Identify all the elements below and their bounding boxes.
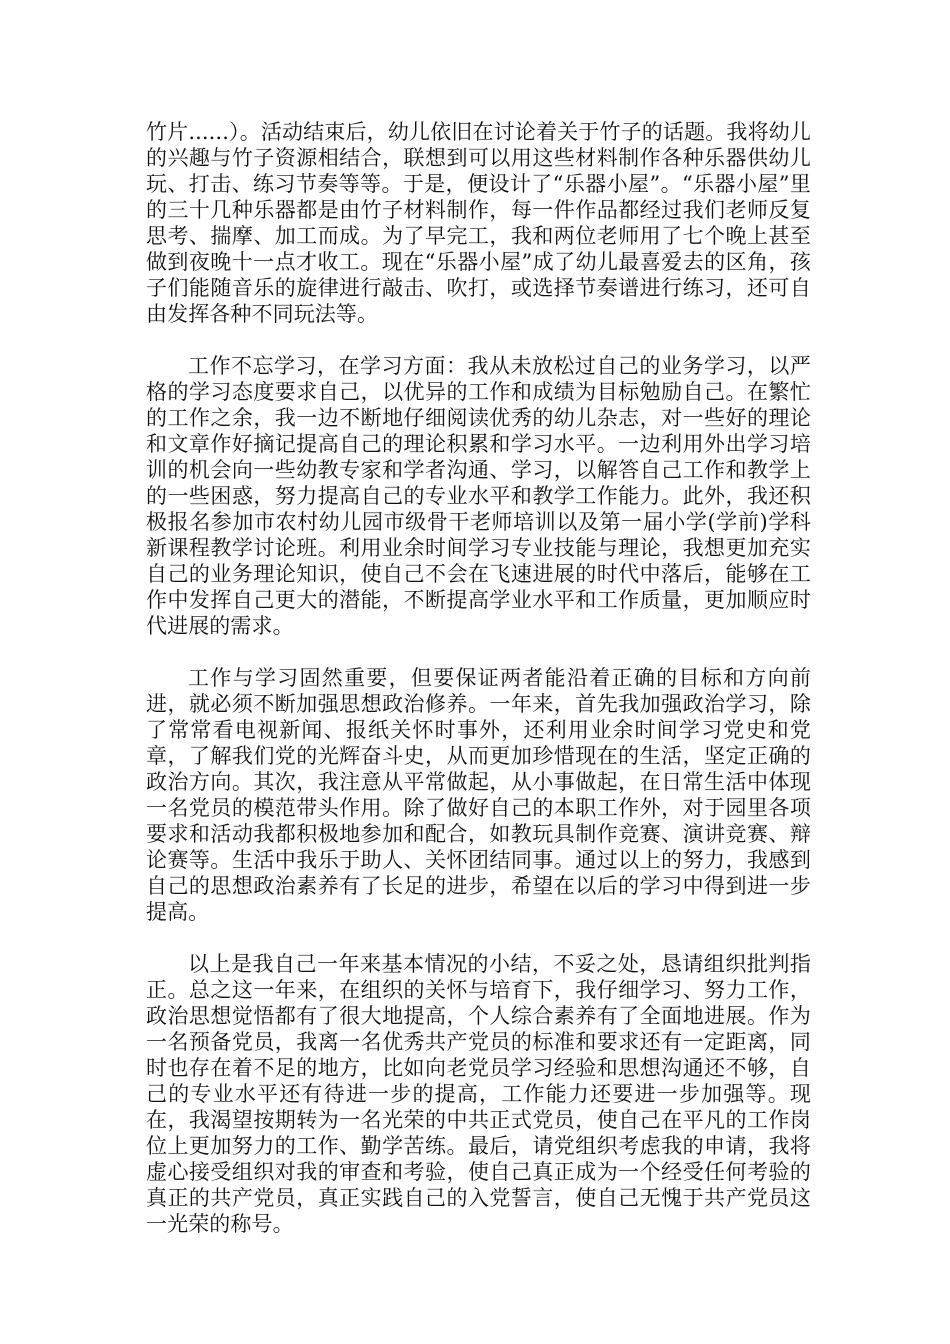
document-body <box>146 119 811 1263</box>
paragraph-summary: 以上是我自己一年来基本情况的小结，不妥之处，恳请组织批判指正。总之这一年来，在组织的关怀与培育下，我仔细学习、努力工作，政治思想觉悟都有了很大地提高，个人综合素养有了全面地进展。作为一名预备党员，我离一名优秀共产党员的标准和要求还有一定距离，同时也存在着不足的地方，比如向老党员学习经验和思想沟通还不够，自己的专业水平还有待进一步的提高，工作能力还要进一步加强等。现在，我渴望按期转为一名光荣的中共正式党员，使自己在平凡的工作岗位上更加努力的工作、勤学苦练。最后，请党组织考虑我的申请，我将虚心接受组织对我的审查和考验，使自己真正成为一个经受任何考验的真正的共产党员，真正实践自己的入党誓言，使自己无愧于共产党员这一光荣的称号。 <box>146 952 811 1236</box>
paragraph-political-cultivation: 工作与学习固然重要，但要保证两者能沿着正确的目标和方向前进，就必须不断加强思想政治修养。一年来，首先我加强政治学习，除了常常看电视新闻、报纸关怀时事外，还利用业余时间学习党史和党章，了解我们党的光辉奋斗史，从而更加珍惜现在的生活，坚定正确的政治方向。其次，我注意从平常做起，从小事做起，在日常生活中体现一名党员的模范带头作用。除了做好自己的本职工作外，对于园里各项要求和活动我都积极地参加和配合，如教玩具制作竞赛、演讲竞赛、辩论赛等。生活中我乐于助人、关怀团结同事。通过以上的努力，我感到自己的思想政治素养有了长足的进步，希望在以后的学习中得到进一步提高。 <box>146 666 811 924</box>
paragraph-study: 工作不忘学习，在学习方面：我从未放松过自己的业务学习，以严格的学习态度要求自己，以优异的工作和成绩为目标勉励自己。在繁忙的工作之余，我一边不断地仔细阅读优秀的幼儿杂志，对一些好的理论和文章作好摘记提高自己的理论积累和学习水平。一边利用外出学习培训的机会向一些幼教专家和学者沟通、学习，以解答自己工作和教学上的一些困惑，努力提高自己的专业水平和教学工作能力。此外，我还积极报名参加市农村幼儿园市级骨干老师培训以及第一届小学(学前)学科新课程教学讨论班。利用业余时间学习专业技能与理论，我想更加充实自己的业务理论知识，使自己不会在飞速进展的时代中落后，能够在工作中发挥自己更大的潜能，不断提高学业水平和工作质量，更加顺应时代进展的需求。 <box>146 354 811 638</box>
paragraph-bamboo-music-house: 竹片......）。活动结束后，幼儿依旧在讨论着关于竹子的话题。我将幼儿的兴趣与竹子资源相结合，联想到可以用这些材料制作各种乐器供幼儿玩、打击、练习节奏等等。于是，便设计了“乐器小屋”。“乐器小屋”里的三十几种乐器都是由竹子材料制作，每一件作品都经过我们老师反复思考、揣摩、加工而成。为了早完工，我和两位老师用了七个晚上甚至做到夜晚十一点才收工。现在“乐器小屋”成了幼儿最喜爱去的区角，孩子们能随音乐的旋律进行敲击、吹打，或选择节奏谱进行练习，还可自由发挥各种不同玩法等。 <box>146 120 811 326</box>
